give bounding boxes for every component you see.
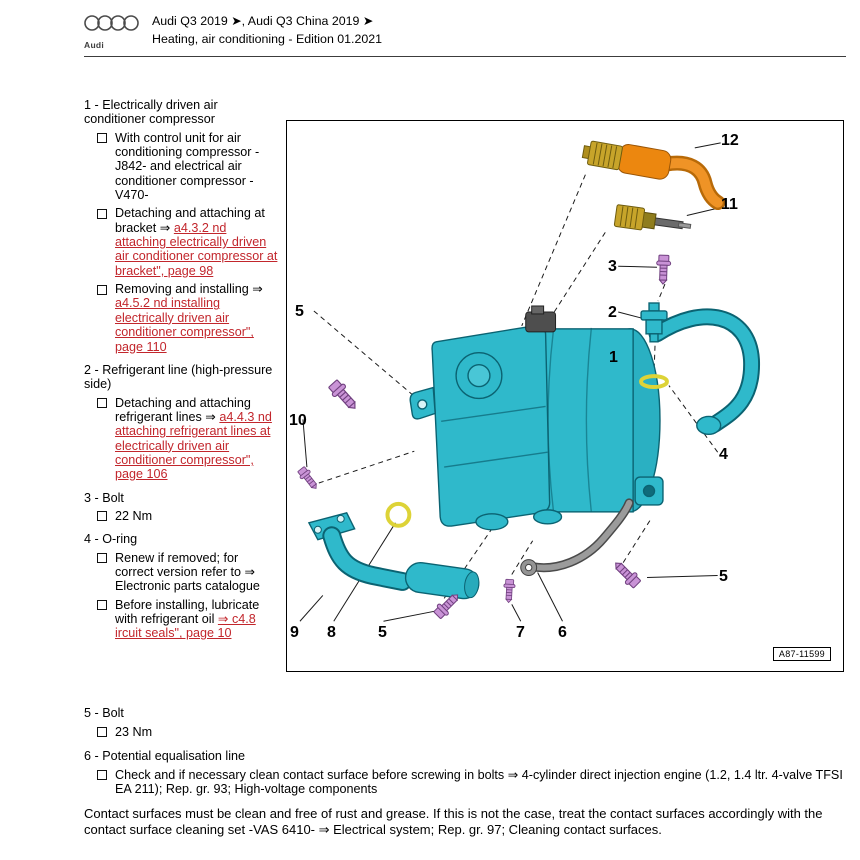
legend-item-6 bbox=[84, 749, 846, 798]
cross-reference-link[interactable]: a4.4.3 nd attaching refrigerant lines at electrically driven air conditioner compressor", page 106 bbox=[115, 409, 272, 482]
legend-item-title: 6 - Potential equalisation line bbox=[84, 748, 246, 763]
legend-bottom bbox=[84, 706, 846, 806]
square-bullet-icon bbox=[97, 285, 107, 295]
legend-bullet bbox=[97, 509, 280, 523]
refrigerant-hose bbox=[657, 317, 752, 425]
callout-5-bottom: 5 bbox=[378, 624, 387, 641]
cross-reference-link[interactable]: a4.3.2 nd attaching electrically driven air conditioner compressor at bracket", page 98 bbox=[115, 220, 278, 278]
callout-1: 1 bbox=[609, 349, 618, 366]
audi-wordmark: Audi bbox=[84, 40, 105, 50]
legend-item-title: 4 - O-ring bbox=[84, 532, 138, 547]
audi-rings-icon bbox=[84, 13, 140, 35]
text-segment: Check and if necessary clean contact surface before screwing in bolts ⇒ 4-cylinder direct injection engine (1.2, 1.4 ltr. 4-valve TFSI EA 211); Rep. gr. 93; High-voltage components bbox=[115, 767, 843, 797]
legend-item-title: 5 - Bolt bbox=[84, 706, 124, 720]
text-segment: Detaching and attaching at bracket ⇒ bbox=[115, 206, 265, 235]
square-bullet-icon bbox=[97, 133, 107, 143]
legend-bullet bbox=[97, 282, 280, 354]
text-segment: Detaching and attaching refrigerant lines ⇒ bbox=[115, 395, 251, 424]
legend-bullet bbox=[97, 131, 280, 203]
footer-note: Contact surfaces must be clean and free of rust and grease. If this is not the case, treat the contact surfaces accordingly with the contact surface cleaning set -VAS 6410- ⇒ Electrical system; Rep. gr. 97; Cleaning contact surfaces. bbox=[84, 806, 823, 837]
callout-6: 6 bbox=[558, 624, 567, 641]
legend-bullet bbox=[97, 396, 280, 482]
legend-item-title: 3 - Bolt bbox=[84, 490, 124, 505]
connector-11 bbox=[614, 205, 692, 237]
header-divider bbox=[84, 56, 846, 57]
legend-bullet bbox=[97, 725, 846, 740]
square-bullet-icon bbox=[97, 770, 107, 780]
bullet-text bbox=[115, 282, 280, 354]
exploded-view-diagram bbox=[286, 120, 844, 672]
legend-item-title: 1 - Electrically driven air conditioner compressor bbox=[84, 98, 218, 127]
bullet-text bbox=[115, 131, 280, 203]
callout-8: 8 bbox=[327, 624, 336, 641]
legend-bullet bbox=[97, 768, 846, 798]
legend-item-2 bbox=[84, 363, 280, 482]
text-segment: Removing and installing ⇒ bbox=[115, 282, 263, 297]
hv-connector-tab bbox=[532, 306, 544, 314]
callout-5-right: 5 bbox=[719, 568, 728, 585]
callout-3: 3 bbox=[608, 258, 617, 275]
figure-number-label: A87-11599 bbox=[773, 647, 831, 661]
text-segment: Before installing, lubricate with refrigerant oil bbox=[115, 597, 260, 626]
callout-7: 7 bbox=[516, 624, 525, 641]
hv-connector-block bbox=[526, 312, 556, 332]
bolt-10-icon bbox=[296, 465, 320, 492]
square-bullet-icon bbox=[97, 553, 107, 563]
text-segment: Renew if removed; for correct version refer to ⇒ Electronic parts catalogue bbox=[115, 550, 260, 594]
legend-column bbox=[84, 98, 280, 650]
cross-reference-link[interactable]: ⇒ c4.8 ircuit seals", page 10 bbox=[115, 612, 256, 641]
bolt-3-icon bbox=[656, 255, 671, 284]
callout-11: 11 bbox=[721, 196, 738, 213]
square-bullet-icon bbox=[97, 209, 107, 219]
square-bullet-icon bbox=[97, 727, 107, 737]
o-ring-8 bbox=[387, 504, 409, 526]
bolt-7-icon bbox=[503, 579, 515, 603]
legend-item-4 bbox=[84, 532, 280, 640]
compressor-body bbox=[410, 326, 720, 530]
callout-4: 4 bbox=[719, 446, 728, 463]
legend-bullet bbox=[97, 206, 280, 278]
square-bullet-icon bbox=[97, 600, 107, 610]
header-model-line: Audi Q3 2019 ➤, Audi Q3 China 2019 ➤ bbox=[152, 14, 374, 28]
legend-item-title: 2 - Refrigerant line (high-pressure side) bbox=[84, 362, 273, 392]
bolt-5-left-icon bbox=[327, 378, 361, 413]
square-bullet-icon bbox=[97, 511, 107, 521]
text-segment: 22 Nm bbox=[115, 508, 153, 523]
callout-12: 12 bbox=[721, 132, 739, 149]
callout-2: 2 bbox=[608, 304, 617, 321]
bolt-5-right-icon bbox=[611, 558, 643, 590]
bullet-text bbox=[115, 206, 280, 278]
bullet-text bbox=[115, 509, 280, 523]
square-bullet-icon bbox=[97, 398, 107, 408]
legend-bullet bbox=[97, 551, 280, 594]
bullet-text bbox=[115, 725, 846, 740]
cross-reference-link[interactable]: a4.5.2 nd installing electrically driven air conditioner compressor", page 110 bbox=[115, 296, 254, 354]
audi-logo bbox=[84, 13, 140, 50]
header-manual-line: Heating, air conditioning - Edition 01.2021 bbox=[152, 31, 383, 46]
connector-12 bbox=[579, 137, 725, 203]
legend-item-3 bbox=[84, 491, 280, 524]
compressor-illustration bbox=[287, 121, 842, 670]
bullet-text bbox=[115, 396, 280, 482]
bullet-text bbox=[115, 598, 280, 641]
callout-10: 10 bbox=[289, 412, 307, 429]
page-header bbox=[84, 13, 382, 50]
callout-9: 9 bbox=[290, 624, 299, 641]
text-segment: With control unit for air conditioning compressor -J842- and electrical air conditioner compressor -V470- bbox=[115, 130, 260, 203]
legend-item-1 bbox=[84, 98, 280, 354]
text-segment: 23 Nm bbox=[115, 724, 153, 739]
bullet-text bbox=[115, 551, 280, 594]
bullet-text bbox=[115, 768, 846, 798]
legend-bullet bbox=[97, 598, 280, 641]
callout-5-left: 5 bbox=[295, 303, 304, 320]
legend-item-5 bbox=[84, 706, 846, 740]
